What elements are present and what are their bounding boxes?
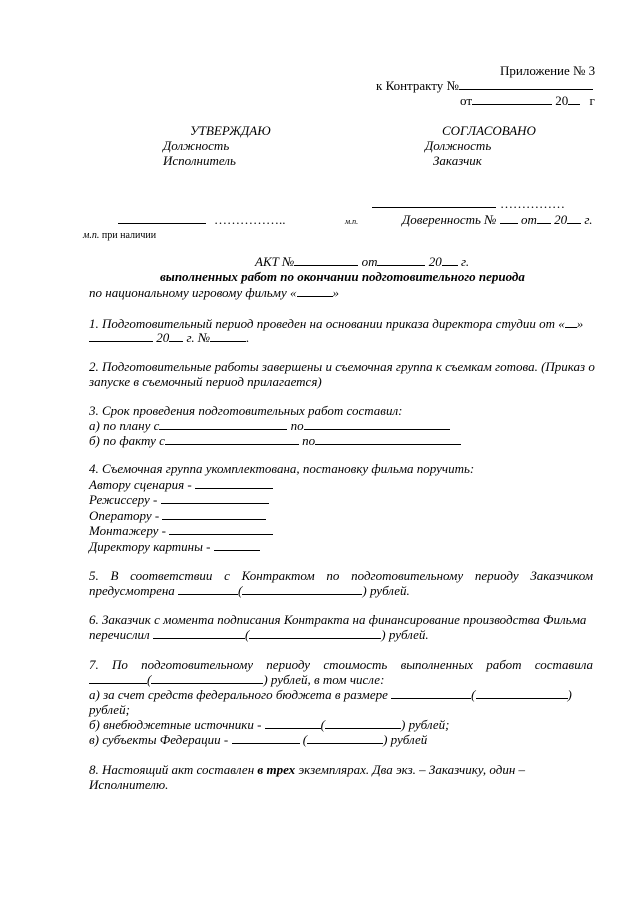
item-4-author: Автору сценария -: [89, 477, 273, 492]
approve-party: Исполнитель: [163, 153, 236, 168]
item-4-director: Режиссеру -: [89, 492, 269, 507]
item-5-line-2: предусмотрена ( ) рублей.: [89, 583, 410, 598]
item-3-plan: а) по плану с по: [89, 418, 450, 433]
agree-position: Должность: [425, 138, 492, 153]
item-6-line-1: 6. Заказчик с момента подписания Контракта на финансирование производства Фильма: [89, 612, 587, 627]
approve-stamp-note: м.п. при наличии: [83, 230, 157, 241]
appendix-title: Приложение № 3: [500, 63, 596, 78]
item-7-federal-rub: рублей;: [89, 702, 130, 717]
item-4-operator: Оператору -: [89, 508, 266, 523]
film-line: по национальному игровому фильму « »: [89, 285, 339, 300]
contract-date: от 20 г: [460, 93, 595, 108]
agree-signature-line: ……………: [372, 196, 565, 211]
item-3-line-1: 3. Срок проведения подготовительных работ составил:: [89, 403, 403, 418]
item-1-line-2: 20 г. № .: [89, 330, 249, 345]
approve-signature-line: ……………..: [118, 212, 286, 227]
item-8-line-1: 8. Настоящий акт составлен в трех экземплярах. Два экз. – Заказчику, один –: [89, 762, 526, 777]
item-6-line-2: перечислил ( ) рублей.: [89, 627, 429, 642]
approve-position: Должность: [163, 138, 230, 153]
item-8-line-2: Исполнителю.: [89, 777, 169, 792]
item-3-fact: б) по факту с по: [89, 433, 461, 448]
item-7-line-2: ( ) рублей, в том числе:: [89, 672, 384, 687]
agree-party: Заказчик: [433, 153, 482, 168]
agree-title: СОГЛАСОВАНО: [442, 123, 536, 138]
item-2-line-2: запуске в съемочный период прилагается): [89, 374, 322, 389]
item-2-line-1: 2. Подготовительные работы завершены и съемочная группа к съемкам готова. (Приказ о: [89, 359, 595, 374]
item-7-federal: а) за счет средств федерального бюджета в размере ( ): [89, 687, 572, 702]
item-4-line-1: 4. Съемочная группа укомплектована, постановку фильма поручить:: [89, 461, 475, 476]
item-4-manager: Директору картины -: [89, 539, 260, 554]
item-5-line-1: 5. В соответствии с Контрактом по подготовительному периоду Заказчиком: [89, 568, 593, 583]
act-title: АКТ № от 20 г.: [255, 254, 470, 269]
item-7-nonbudget: б) внебюджетные источники - ( ) рублей;: [89, 717, 450, 732]
agree-stamp-mark: м.п.: [345, 217, 359, 226]
item-1-line-1: 1. Подготовительный период проведен на основании приказа директора студии от « »: [89, 316, 584, 331]
item-4-editor: Монтажеру -: [89, 523, 273, 538]
proxy-line: Доверенность № от 20 г.: [402, 212, 593, 227]
approve-title: УТВЕРЖДАЮ: [190, 123, 271, 138]
item-7-subjects: в) субъекты Федерации - ( ) рублей: [89, 732, 428, 747]
item-7-line-1: 7. По подготовительному периоду стоимость выполненных работ составила: [89, 657, 594, 672]
contract-reference: к Контракту №: [376, 78, 593, 93]
act-subtitle: выполненных работ по окончании подготовительного периода: [160, 269, 525, 284]
